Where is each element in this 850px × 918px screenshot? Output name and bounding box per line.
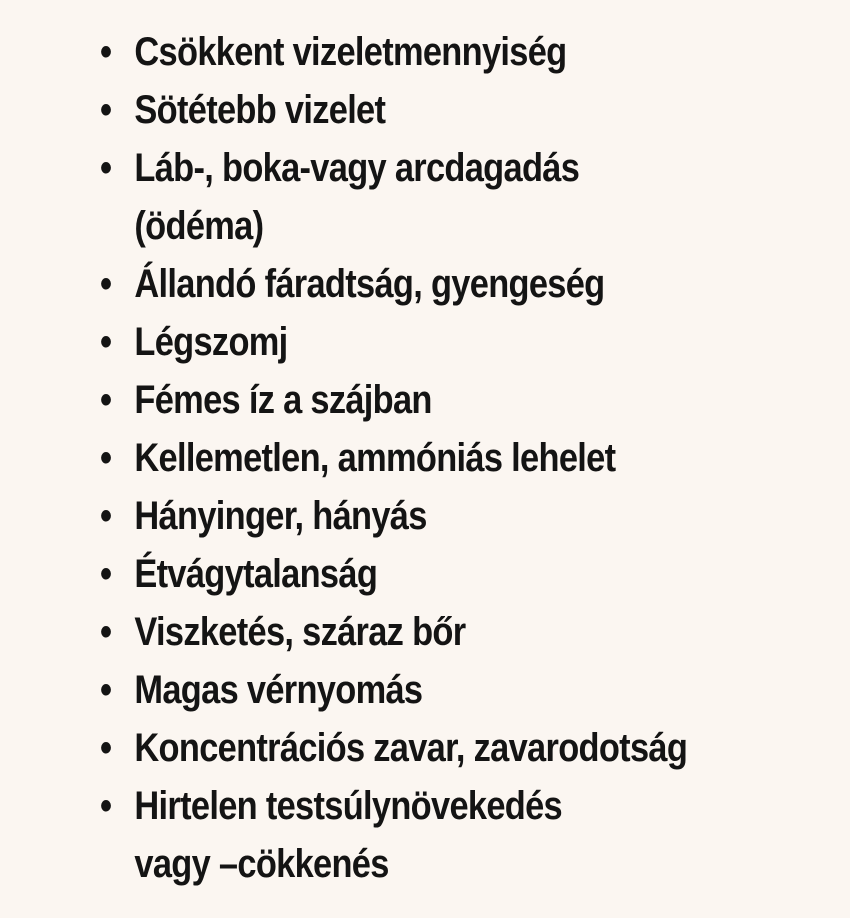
list-item bbox=[100, 719, 728, 777]
list-item bbox=[100, 603, 728, 661]
list-item-text: Fémes íz a szájban bbox=[134, 378, 432, 422]
list-item-text: Magas vérnyomás bbox=[134, 668, 423, 712]
bullet-icon: • bbox=[100, 88, 112, 132]
bullet-icon: • bbox=[100, 726, 112, 770]
list-item bbox=[100, 139, 728, 255]
list-item bbox=[100, 545, 728, 603]
list-item-text: Csökkent vizeletmennyiség bbox=[134, 30, 567, 74]
bullet-icon: • bbox=[100, 436, 112, 480]
list-item-text: Sötétebb vizelet bbox=[134, 88, 386, 132]
list-item bbox=[100, 487, 728, 545]
bullet-icon: • bbox=[100, 494, 112, 538]
bullet-icon: • bbox=[100, 610, 112, 654]
list-item-text: Állandó fáradtság, gyengeség bbox=[134, 262, 605, 306]
list-item-text: Hirtelen testsúlynövekedés bbox=[134, 784, 562, 828]
list-item-text: Légszomj bbox=[134, 320, 288, 364]
bullet-icon: • bbox=[100, 30, 112, 74]
list-item-text: Koncentrációs zavar, zavarodotság bbox=[134, 726, 688, 770]
bullet-icon: • bbox=[100, 146, 112, 190]
bullet-icon: • bbox=[100, 784, 112, 828]
symptom-list bbox=[100, 23, 830, 893]
bullet-icon: • bbox=[100, 552, 112, 596]
list-item bbox=[100, 777, 728, 893]
list-item-text: Viszketés, száraz bőr bbox=[134, 610, 466, 654]
list-item bbox=[100, 313, 728, 371]
list-item bbox=[100, 661, 728, 719]
list-item-text: Étvágytalanság bbox=[134, 552, 378, 596]
list-item-text: vagy –cökkenés bbox=[134, 842, 389, 886]
list-item bbox=[100, 23, 728, 81]
bullet-icon: • bbox=[100, 668, 112, 712]
list-item bbox=[100, 371, 728, 429]
list-item-text: (ödéma) bbox=[134, 204, 264, 248]
list-item bbox=[100, 429, 728, 487]
list-item-text: Kellemetlen, ammóniás lehelet bbox=[134, 436, 616, 480]
bullet-icon: • bbox=[100, 320, 112, 364]
bullet-icon: • bbox=[100, 378, 112, 422]
list-item bbox=[100, 81, 728, 139]
bullet-icon: • bbox=[100, 262, 112, 306]
list-item-text: Láb-, boka-vagy arcdagadás bbox=[134, 146, 580, 190]
list-item-text: Hányinger, hányás bbox=[134, 494, 427, 538]
list-item bbox=[100, 255, 728, 313]
